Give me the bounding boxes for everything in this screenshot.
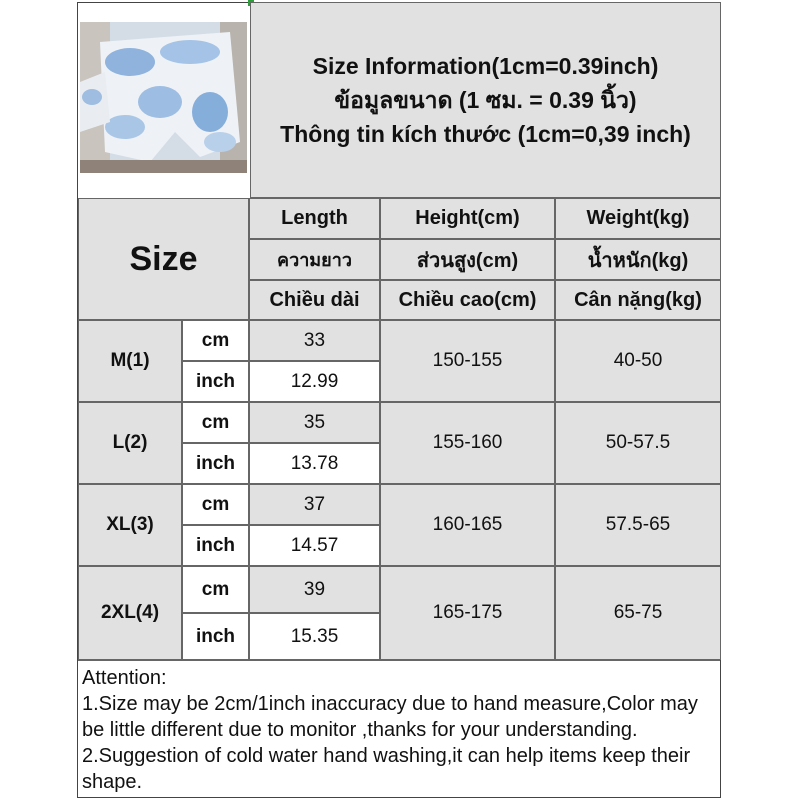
attention-note-2: 2.Suggestion of cold water hand washing,it can help items keep their shape. [82,745,691,793]
title-thai: ข้อมูลขนาด (1 ซม. = 0.39 นิ้ว) [334,87,637,113]
weight-range: 40-50 [555,320,721,402]
size-label: 2XL(4) [78,566,182,660]
weight-header-th: น้ำหนัก(kg) [555,239,721,280]
size-header: Size [78,198,249,320]
unit-inch: inch [182,525,249,566]
unit-cm: cm [182,566,249,613]
height-range: 160-165 [380,484,555,566]
tie-dye-shorts-image [80,22,247,173]
title-block [250,2,721,198]
unit-inch: inch [182,443,249,484]
attention-heading: Attention: [82,667,167,689]
length-inch: 14.57 [249,525,380,566]
unit-inch: inch [182,613,249,660]
weight-range: 57.5-65 [555,484,721,566]
weight-header-en: Weight(kg) [555,198,721,239]
length-header-en: Length [249,198,380,239]
unit-inch: inch [182,361,249,402]
length-cm: 39 [249,566,380,613]
size-label: L(2) [78,402,182,484]
title-english: Size Information(1cm=0.39inch) [312,53,659,79]
length-cm: 37 [249,484,380,525]
length-inch: 15.35 [249,613,380,660]
size-label: M(1) [78,320,182,402]
length-header-vi: Chiều dài [249,280,380,320]
product-photo [80,22,247,173]
height-header-en: Height(cm) [380,198,555,239]
weight-header-vi: Cân nặng(kg) [555,280,721,320]
height-header-vi: Chiều cao(cm) [380,280,555,320]
length-inch: 13.78 [249,443,380,484]
height-range: 150-155 [380,320,555,402]
length-cm: 35 [249,402,380,443]
height-range: 165-175 [380,566,555,660]
unit-cm: cm [182,320,249,361]
length-inch: 12.99 [249,361,380,402]
attention-note-1: 1.Size may be 2cm/1inch inaccuracy due to hand measure,Color may be little different due to monitor ,thanks for your understanding. [82,693,698,741]
unit-cm: cm [182,484,249,525]
height-range: 155-160 [380,402,555,484]
weight-range: 65-75 [555,566,721,660]
length-cm: 33 [249,320,380,361]
size-label: XL(3) [78,484,182,566]
attention-notes [78,660,720,797]
length-header-th: ความยาว [249,239,380,280]
weight-range: 50-57.5 [555,402,721,484]
height-header-th: ส่วนสูง(cm) [380,239,555,280]
title-vietnamese: Thông tin kích thước (1cm=0,39 inch) [280,121,691,147]
unit-cm: cm [182,402,249,443]
